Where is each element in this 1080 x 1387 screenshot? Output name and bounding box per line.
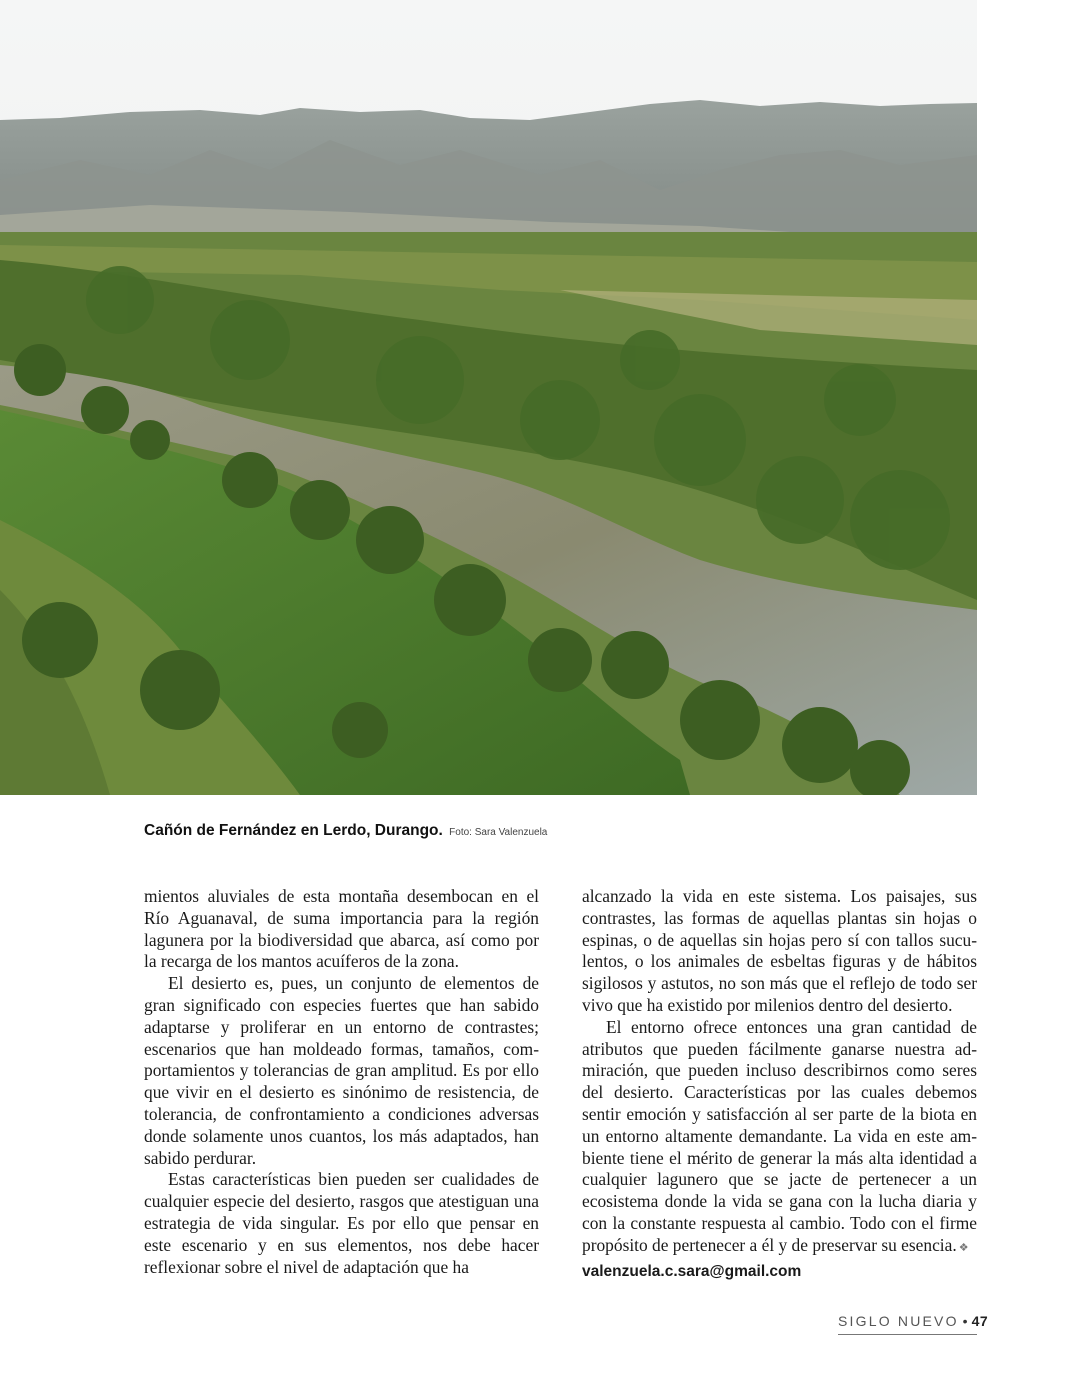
photo-caption <box>144 822 744 840</box>
paragraph: Estas características bien pueden ser cualidades de cualquier especie del desierto, rasgos que atestiguan una estrategia de vida singular. Es por ello que pensar en este escenario y en sus elementos, nos debe hacer reflexionar sobre el nivel de adaptación que ha <box>144 1169 539 1277</box>
paragraph: El desierto es, pues, un conjunto de elementos de gran significado con especies fuertes que han sabido adaptarse y proliferar en un entorno de contrastes; escenarios que han moldeado formas, tamaños, comportamientos y tolerancias de gran amplitud. Es por ello que vivir en el desierto es sinónimo de resistencia, de tolerancia, de confrontamiento a condiciones adversas donde solamente unos cuantos, los más adaptados, han sabido perdurar. <box>144 973 539 1168</box>
page-footer <box>838 1313 989 1335</box>
author-email: valenzuela.c.sara@gmail.com <box>582 1262 802 1280</box>
separator-dot: • <box>962 1313 968 1329</box>
paragraph: alcanzado la vida en este sistema. Los paisajes, sus contrastes, las formas de aquellas plantas sin hojas o espinas, o de aquellas sin hojas pero sí con tallos suculentos, o los animales de esbeltas figuras y de hábitos sigilosos y astutos, no son más que el reflejo de todo ser vivo que ha existido por milenios dentro del desierto. <box>582 886 977 1015</box>
photo-credit: Foto: Sara Valenzuela <box>449 827 548 838</box>
caption-title: Cañón de Fernández en Lerdo, Durango. <box>144 822 443 839</box>
end-mark-icon: ❖ <box>958 1241 969 1254</box>
paragraph: mientos aluviales de esta montaña desembocan en el Río Aguanaval, de suma importancia para la región lagunera por la biodiversidad que abarca, así como por la recarga de los mantos acuíferos de la zona. <box>144 886 539 972</box>
closing-paragraph <box>582 1017 977 1260</box>
article-column-left <box>144 886 539 1278</box>
publication-name: SIGLO NUEVO <box>838 1313 959 1329</box>
paragraph-text: El entorno ofrece entonces una gran cantidad de atributos que pueden fácilmente ganarse nuestra admiración, que pueden incluso describirnos como seres del desierto. Características por las cuales debemos sentir emoción y satisfacción al ser parte de la biota en un entorno altamente demandante. La vida en este ambiente tiene el mérito de generar la más alta identidad a cualquier lagunero que se jacte de pertenecer a un ecosistema donde la vida se gana con la lucha diaria y con la constante respuesta al cambio. Todo con el firme propósito de pertenecer a él y de preservar su esencia. <box>582 1016 977 1255</box>
article-column-right <box>582 886 977 1282</box>
page-number: 47 <box>971 1313 989 1329</box>
